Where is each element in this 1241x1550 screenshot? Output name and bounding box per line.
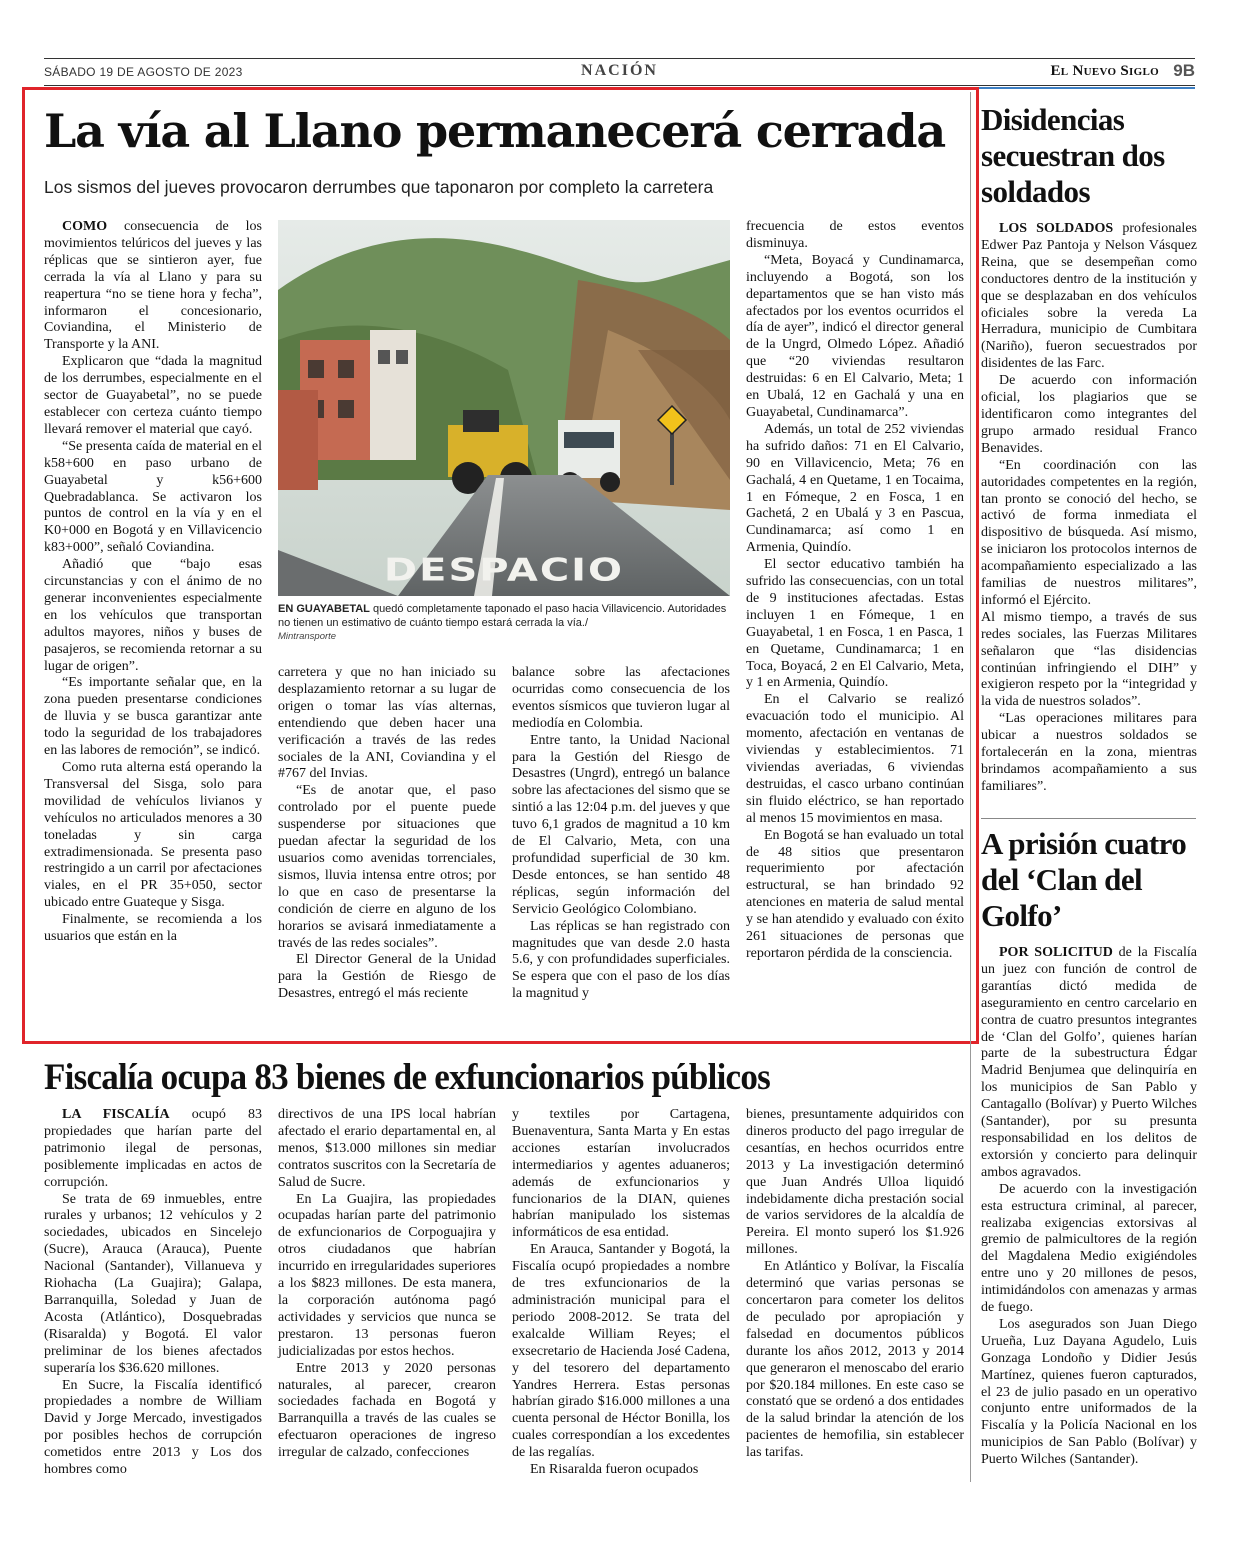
- lede-word: LOS SOLDADOS: [999, 221, 1114, 236]
- paragraph: [512, 919, 730, 1004]
- paragraph-text: “En coordinación con las autoridades competentes en la región, tan pronto se conoció del hecho, se activó de forma inmediata el dispositivo de búsqueda. Así mismo, se iniciaron los protocolos internos de acompañamiento especializado a las familias de nuestros militares”, informó el Ejército.: [981, 457, 1197, 608]
- page-header: [44, 56, 1195, 86]
- paragraph-text: Al mismo tiempo, a través de sus redes sociales, las Fuerzas Militares señalaron que “las disidencias continúan infringiendo el DIH” y exigieron respeto por la “integridad y la vida de nuestros solados”.: [981, 609, 1197, 710]
- bottom-column-1: [44, 1107, 262, 1479]
- paragraph-text: En el Calvario se realizó evacuación todo el municipio. Al momento, afectación en ventanas de viviendas y establecimientos. 71 viviendas averiadas, 6 viviendas destruidas, el casco urbano continúan sin fluido eléctrico, se han reportado al menos 15 movimientos en masa.: [746, 692, 964, 826]
- paragraph: [981, 373, 1197, 458]
- paragraph: [981, 711, 1197, 796]
- paragraph: [44, 354, 262, 439]
- paragraph-text: Entre tanto, la Unidad Nacional para la Gestión del Riesgo de Desastres (Ungrd), entregó un balance sobre las afectaciones del sismo que se sintió a las 12:04 p.m. del jueves y que tuvo 6,1 grados de magnitud a 10 km de El Calvario, Meta, con una profundidad superficial de 30 km. Desde entonces, se han sentido 48 réplicas, según información del Servicio Geológico Colombiano.: [512, 732, 730, 917]
- paragraph: [44, 557, 262, 675]
- paragraph-text: carretera y que no han iniciado su desplazamiento retornar a su lugar de origen o tomar las vías alternas, entendiendo que deben hacer una verificación a través de las redes sociales de la ANI, Coviandina y el #767 del Invias.: [278, 665, 496, 782]
- paragraph: [278, 1192, 496, 1361]
- bottom-column-4: [746, 1107, 964, 1462]
- paragraph: [746, 1259, 964, 1462]
- lede-word: POR SOLICITUD: [999, 945, 1113, 960]
- paragraph: [981, 1182, 1197, 1317]
- paragraph-text: directivos de una IPS local habrían afectado el erario departamental en, al menos, $13.000 millones sin mediar contratos suscritos con la Secretaría de Salud de Sucre.: [278, 1107, 496, 1190]
- paragraph: [746, 692, 964, 827]
- paragraph-text: En Arauca, Santander y Bogotá, la Fiscalía ocupó propiedades a nombre de tres exfuncionarios de la administración municipal para el periodo 2008-2012. Se trata del exalcalde William Reyes; el exsecretario de Hacienda José Cadena, y del tesorero del departamento Yandres Herrera. Estas personas habrían girado $16.000 millones a una cuenta personal de Héctor Bonilla, los cuales correspondían a los excedentes de las regalías.: [512, 1242, 730, 1461]
- paragraph-text: Se trata de 69 inmuebles, entre rurales y urbanos; 12 vehículos y 2 sociedades, ubicados en Sincelejo (Sucre), Arauca (Arauca), Puente Nacional (Santander), Villanueva y Riohacha (La Guajira); Galapa, Barranquilla, Soledad y Juan de Acosta (Atlántico), Dosquebradas (Risaralda) y Bogotá. El valor preliminar de los bienes afectados superaría los $36.620 millones.: [44, 1191, 262, 1376]
- paragraph-text: Los asegurados son Juan Diego Urueña, Luz Dayana Agudelo, Luis Gonzaga Londoño y Didier Jesús Martínez, quienes fueron capturados, el 23 de julio pasado en un operativo conjunto entre uniformados de la Fiscalía y la Policía Nacional en los municipios de San Pablo (Bolívar) y Puerto Wilches (Santander).: [981, 1316, 1197, 1468]
- paragraph-text: “Meta, Boyacá y Cundinamarca, incluyendo a Bogotá, son los departamentos que se han visto más afectados por los eventos ocurridos el día de ayer”, indicó el director general de la Ungrd, Olmedo López. Añadió que “20 viviendas resultaron destruidas: 6 en El Calvario, Meta; 1 en Ubalá, 12 en Gachalá y una en Guayabetal, Cundinamarca”.: [746, 252, 964, 420]
- bottom-headline: Fiscalía ocupa 83 bienes de exfuncionarios públicos: [44, 1056, 770, 1097]
- paragraph: [44, 1192, 262, 1378]
- sidebar-headline-1: Disidencias secuestran dos soldados: [981, 102, 1165, 209]
- sidebar-separator: [981, 818, 1196, 819]
- paragraph-text: “Se presenta caída de material en el k58+600 en paso urbano de Guayabetal y k56+600 Quebradablanca. Se activaron los puntos de control en la vía y en el K0+000 en Bogotá y en Villavicencio k83+000”, señaló Coviandina.: [44, 438, 262, 556]
- paragraph: [44, 219, 262, 354]
- page-number: 9B: [1173, 61, 1195, 80]
- lead-subheadline: Los sismos del jueves provocaron derrumbes que taponaron por completo la carretera: [44, 177, 714, 197]
- lead-headline: La vía al Llano permanecerá cerrada: [44, 104, 945, 158]
- sidebar-headline-2: A prisión cuatro del ‘Clan del Golfo’: [981, 826, 1187, 933]
- paragraph-text: profesionales Edwer Paz Pantoja y Nelson Vásquez Reina, que se desempeñan como conductores dentro de la institución y que se desplazaban en dos vehículos oficiales sobre la vereda La Herradura, municipio de Cumbitara (Nariño), fueron secuestrados por disidentes de las Farc.: [981, 221, 1197, 372]
- paragraph-text: Finalmente, se recomienda a los usuarios que están en la: [44, 912, 262, 945]
- header-accent-rule: [965, 87, 1195, 89]
- paragraph: [278, 665, 496, 783]
- paragraph-text: Como ruta alterna está operando la Transversal del Sisga, solo para movilidad de vehículos livianos y vehículos no articulados menores a 30 toneladas y sin carga extradimensionada. Se presenta paso restringido a un carril por afectaciones viales, en el PR 35+050, sector ubicado entre Guateque y Sisga.: [44, 760, 262, 911]
- header-section: NACIÓN: [581, 62, 658, 79]
- bottom-column-3: [512, 1107, 730, 1479]
- photo-caption: EN GUAYABETAL quedó completamente taponado el paso hacia Villavicencio. Autoridades no tienen un estimativo de cuánto tiempo estará cerrada la vía./ Mintransporte: [278, 602, 730, 644]
- paragraph-text: y textiles por Cartagena, Buenaventura, Santa Marta y En estas acciones estarían involucrados intermediarios y agentes aduaneros; además de exfuncionarios y funcionarios de la DIAN, quienes habrían manipulado los sistemas informáticos de esa entidad.: [512, 1107, 730, 1241]
- paragraph-text: De acuerdo con la investigación esta estructura criminal, al parecer, realizaba exigencias extorsivas al gremio de palmicultores de la región del Magdalena Medio exigiéndoles entre uno y 20 millones de pesos, intimidándolos con amenazas y armas de fuego.: [981, 1181, 1197, 1316]
- paragraph: [746, 828, 964, 963]
- paragraph-text: De acuerdo con información oficial, los plagiarios que se identificaron como integrantes del grupo armado residual Franco Benavides.: [981, 373, 1197, 456]
- paragraph: [278, 952, 496, 1003]
- paragraph-text: frecuencia de estos eventos disminuya.: [746, 219, 964, 251]
- lede-word: LA FISCALÍA: [62, 1107, 170, 1122]
- paragraph-text: En Sucre, la Fiscalía identificó propiedades a nombre de William David y Jorge Mercado, investigados por posibles hechos de corrupción cometidos entre 2013 y Los dos hombres como: [44, 1377, 262, 1478]
- paragraph-text: Las réplicas se han registrado con magnitudes que van desde 2.0 hasta 5.6, y con profundidades superficiales. Se espera que con el paso de los días la magnitud y: [512, 918, 730, 1002]
- lead-column-2: [278, 665, 496, 1003]
- paragraph-text: Explicaron que “dada la magnitud de los derrumbes, especialmente en el sector de Guayabetal”, no se puede establecer con certeza cuánto tiempo llevará remover el material que cayó.: [44, 354, 262, 437]
- paragraph: [981, 458, 1197, 610]
- lede-word: COMO: [62, 219, 108, 234]
- newspaper-logo: El Nuevo Siglo: [1050, 63, 1159, 79]
- paragraph-text: En La Guajira, las propiedades ocupadas harían parte del patrimonio de exfuncionarios de Corpoguajira y otros ciudadanos que habrían incurrido en irregularidades superiores a los $823 millones. De esta manera, la corporación autónoma pagó actividades y servicios que nunca se prestaron. 13 personas fueron judicializadas por estos hechos.: [278, 1191, 496, 1359]
- paragraph-text: “Las operaciones militares para ubicar a nuestros soldados se fortalecerán en la zona, mientras brindamos acompañamiento a sus familiares”.: [981, 711, 1197, 794]
- paragraph: [746, 422, 964, 557]
- sidebar-article-2: [981, 945, 1197, 1469]
- paragraph-text: El Director General de la Unidad para la Gestión de Riesgo de Desastres, entregó el más reciente: [278, 952, 496, 1002]
- paragraph-text: En Risaralda fueron ocupados: [530, 1462, 699, 1478]
- paragraph: [512, 733, 730, 919]
- paragraph: [981, 610, 1197, 711]
- paragraph: [746, 1107, 964, 1259]
- paragraph-text: Entre 2013 y 2020 personas naturales, al parecer, crearon sociedades fachada en Bogotá y Barranquilla a través de las cuales se efectuaron operaciones de ingreso irregular de calzado, confecciones: [278, 1360, 496, 1461]
- header-date: SÁBADO 19 DE AGOSTO DE 2023: [44, 65, 243, 79]
- paragraph-text: En Bogotá se han evaluado un total de 48 sitios que presentaron requerimiento por afectación estructural, se han brindado 92 atenciones en materia de salud mental y se han atendido y evaluado con éxito 261 situaciones de personas que reportaron pérdida de la consciencia.: [746, 827, 964, 961]
- lead-photo: [278, 220, 730, 596]
- sidebar-article-1: [981, 221, 1197, 796]
- paragraph: [512, 1462, 730, 1479]
- bottom-column-2: [278, 1107, 496, 1462]
- paragraph: [44, 1378, 262, 1479]
- paragraph: [981, 1317, 1197, 1469]
- road-marking-text: DESPACIO: [383, 552, 625, 589]
- paragraph: [278, 783, 496, 952]
- paragraph: [44, 439, 262, 557]
- paragraph-text: Añadió que “bajo esas circunstancias y con el ánimo de no generar inconvenientes especialmente en los vehículos que transportan adultos mayores, niños y buses de pasajeros, se recomienda retornar a su lugar de origen”.: [44, 557, 262, 674]
- lead-column-4: [746, 219, 964, 963]
- paragraph-text: “Es de anotar que, el paso controlado por el puente puede suspenderse por situaciones que puedan afectar la seguridad de los usuarios como avenidas torrenciales, sismos, lluvia intensa entre otros; por lo que en caso de presentarse la condición de cierre en alguno de los horarios se avisará inmediatamente a través de las redes sociales”.: [278, 783, 496, 951]
- paragraph: [512, 1242, 730, 1462]
- paragraph: [44, 675, 262, 760]
- lead-column-3: [512, 665, 730, 1003]
- lead-column-1: [44, 219, 262, 946]
- header-top-rule: [44, 58, 1195, 59]
- paragraph: [44, 912, 262, 946]
- paragraph-text: de la Fiscalía un juez con función de control de garantías dictó medida de aseguramiento en centro carcelario en contra de cuatro presuntos integrantes de ‘Clan del Golfo’, quienes harían parte de la subestructura Édgar Madrid Benjumea que delinquiría en los municipios de San Pablo y Cantagallo (Bolívar) y Puerto Wilches (Santander), por su presunta responsabilidad en los delitos de extorsión y concierto para delinquir ambos agravados.: [981, 945, 1197, 1180]
- paragraph-text: “Es importante señalar que, en la zona pueden presentarse condiciones de lluvia y se busca garantizar ante todo la seguridad de los trabajadores en las labores de remoción”, se indicó.: [44, 675, 262, 759]
- paragraph: [746, 219, 964, 253]
- paragraph: [278, 1107, 496, 1192]
- paragraph-text: El sector educativo también ha sufrido las consecuencias, con un total de 9 instituciones afectadas. Estas incluyen 1 en Fómeque, 1 en Guayabetal, 1 en Fosca, 1 en Pasca, 1 en Quetame, Cundinamarca; 1 en Toca, Boyacá, 2 en El Calvario, Meta, y 1 en Armenia, Quindío.: [746, 557, 964, 691]
- paragraph: [44, 1107, 262, 1192]
- paragraph: [746, 557, 964, 692]
- paragraph-text: En Atlántico y Bolívar, la Fiscalía determinó que varias personas se concertaron para cometer los delitos de peculado por apropiación y falsedad en documentos públicos durante los años 2012, 2013 y 2014 que generaron el menoscabo del erario por $20.184 millones. En este caso se constató que se ordenó a dos entidades de la salud brindar la atención de los pacientes de hemofilia, sin establecer las tarifas.: [746, 1259, 964, 1461]
- paragraph: [44, 760, 262, 912]
- sidebar-divider: [970, 92, 971, 1482]
- header-bottom-rule: [44, 85, 1195, 86]
- paragraph: [512, 1107, 730, 1242]
- paragraph-text: bienes, presuntamente adquiridos con dineros producto del pago irregular de cesantías, en hechos ocurridos entre 2013 y La investigación determinó que Juan Andrés Ulloa liquidó indebidamente dicha prestación social de varios servidores de la alcaldía de Pereira. El monto superó los $1.926 millones.: [746, 1107, 964, 1258]
- photo-credit: Mintransporte: [278, 631, 337, 642]
- paragraph: [981, 221, 1197, 373]
- landslide-photo-illustration: [278, 220, 730, 596]
- paragraph-text: Además, un total de 252 viviendas ha sufrido daños: 71 en El Calvario, 90 en Villavicencio, Meta; 76 en Gachalá, 4 en Quetame, 1 en Tocaima, 1 en Fómeque, 2 en Fosca, 1 en Gachetá, 2 en Ubalá y 3 en Pascua, Cundinamarca; así como 1 en Armenia, Quindío.: [746, 421, 964, 556]
- paragraph: [512, 665, 730, 733]
- paragraph-text: ocupó 83 propiedades que harían parte del patrimonio ilegal de personas, posiblemente implicadas en actos de corrupción.: [44, 1107, 262, 1190]
- paragraph-text: balance sobre las afectaciones ocurridas como consecuencia de los eventos sísmicos que tuvieron lugar al mediodía en Colombia.: [512, 665, 730, 731]
- paragraph-text: consecuencia de los movimientos telúricos del jueves y las réplicas que se sintieron ayer, fue cerrada la vía al Llano y para su reapertura “no se tiene hora y fecha”, informaron el concesionario, Coviandina, el Ministerio de Transporte y la ANI.: [44, 219, 262, 353]
- paragraph: [278, 1361, 496, 1462]
- paragraph: [981, 945, 1197, 1182]
- paragraph: [746, 253, 964, 422]
